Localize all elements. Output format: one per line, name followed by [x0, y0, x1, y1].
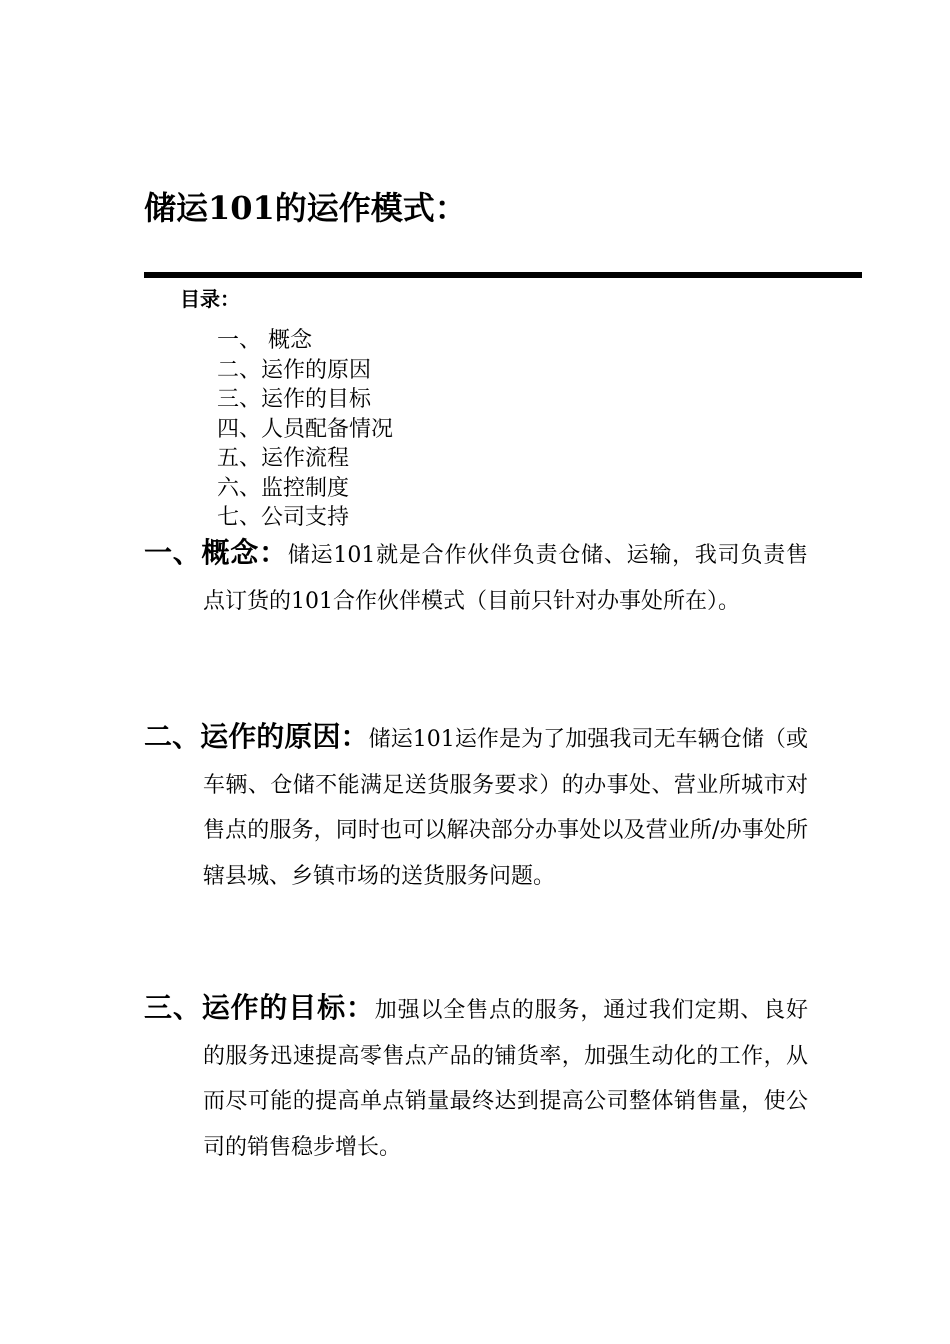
title-divider — [144, 272, 862, 278]
section-goals — [144, 985, 808, 1170]
section-paragraph — [144, 985, 808, 1170]
section-paragraph — [144, 714, 808, 899]
section-heading: 三、运作的目标： — [144, 991, 375, 1024]
section-body: 储运101就是合作伙伴负责仓储、运输，我司负责售点订货的101合作伙伴模式（目前只针对办事处所在）。 — [203, 543, 808, 614]
toc-item: 三、运作的目标 — [217, 387, 372, 412]
section-heading: 二、运作的原因： — [144, 720, 369, 753]
toc-item: 四、人员配备情况 — [217, 416, 394, 442]
toc-item: 一、 概念 — [217, 328, 312, 353]
toc-item: 七、公司支持 — [217, 505, 350, 530]
section-reasons — [144, 714, 808, 899]
toc-item: 二、运作的原因 — [217, 357, 372, 383]
toc-heading: 目录： — [180, 287, 240, 311]
toc-item: 五、运作流程 — [217, 446, 350, 471]
table-of-contents — [217, 326, 393, 533]
toc-item: 六、监控制度 — [217, 475, 350, 501]
section-concept — [144, 530, 808, 624]
document-title: 储运101的运作模式： — [144, 189, 467, 227]
section-body: 加强以全售点的服务，通过我们定期、良好的服务迅速提高零售点产品的铺货率，加强生动化的工作，从而尽可能的提高单点销量最终达到提高公司整体销售量，使公司的销售稳步增长。 — [203, 998, 808, 1160]
section-body: 储运101运作是为了加强我司无车辆仓储（或车辆、仓储不能满足送货服务要求）的办事处、营业所城市对售点的服务，同时也可以解决部分办事处以及营业所/办事处所辖县城、乡镇市场的送货服务问题。 — [203, 727, 808, 889]
section-paragraph — [144, 530, 808, 624]
section-heading: 一、概念： — [144, 536, 288, 569]
